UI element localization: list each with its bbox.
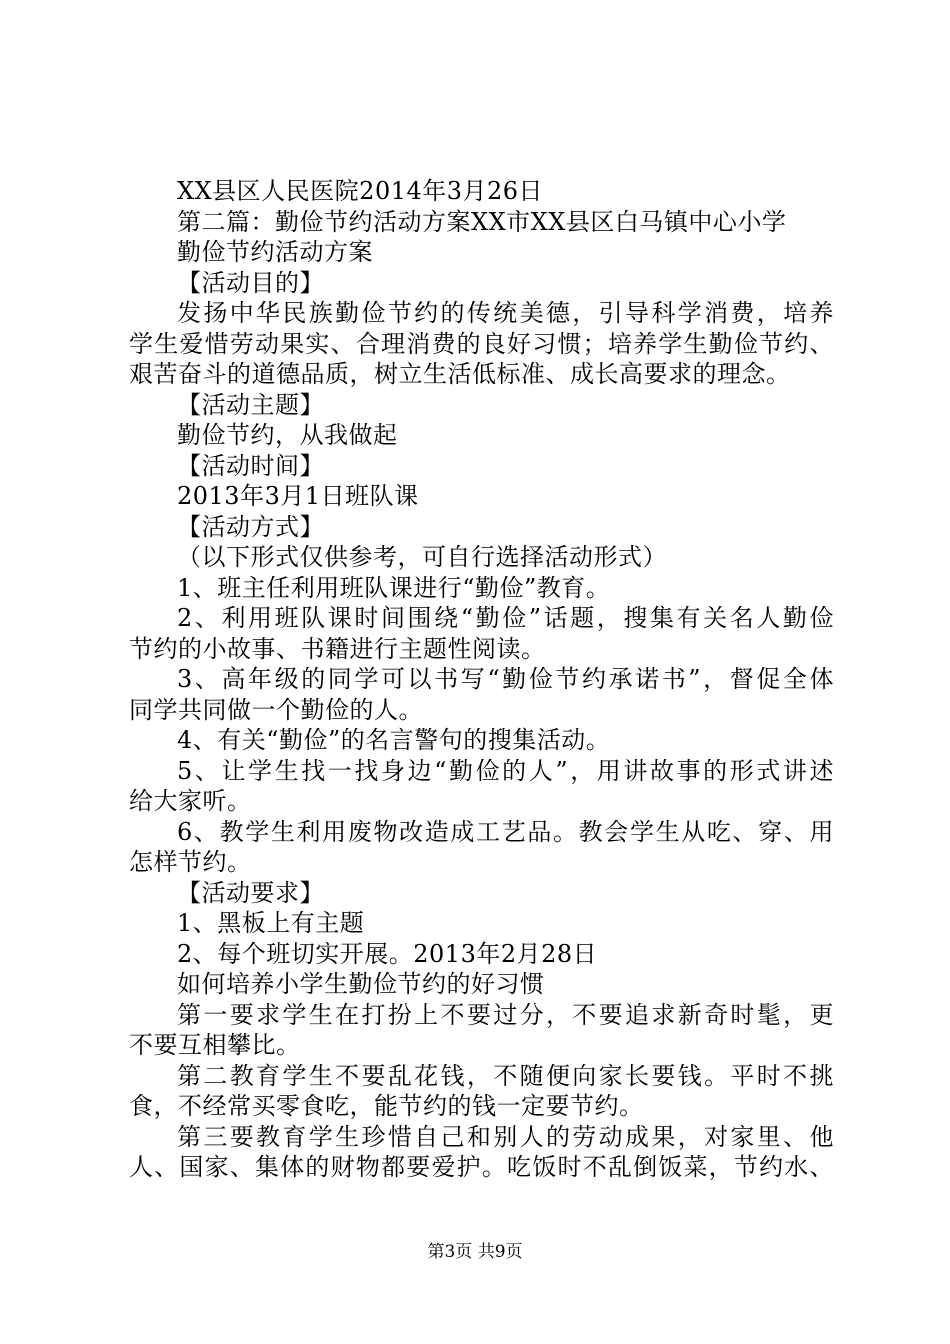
page-footer <box>0 1242 950 1262</box>
text-line: 1、班主任利用班队课进行“勤俭”教育。 <box>177 573 611 602</box>
text-line: 【活动主题】 <box>177 390 324 419</box>
text-line: 学生爱惜劳动果实、合理消费的良好习惯；培养学生勤俭节约、 <box>129 329 834 358</box>
text-line: 同学共同做一个勤俭的人。 <box>129 695 423 724</box>
text-line: 不要互相攀比。 <box>129 1031 301 1059</box>
page-number: 第3页 共9页 <box>427 1242 523 1262</box>
text-line: 勤俭节约，从我做起 <box>177 421 398 449</box>
text-line: 【活动目的】 <box>177 268 324 297</box>
text-line: XX县区人民医院2014年3月26日 <box>177 177 544 205</box>
text-line: 艰苦奋斗的道德品质，树立生活低标准、成长高要求的理念。 <box>129 360 791 388</box>
text-line: 4、有关“勤俭”的名言警句的搜集活动。 <box>177 726 611 754</box>
text-line: 【活动时间】 <box>177 451 324 480</box>
text-line: 第一要求学生在打扮上不要过分，不要追求新奇时髦，更 <box>177 1000 834 1029</box>
text-line: 发扬中华民族勤俭节约的传统美德，引导科学消费，培养 <box>177 299 834 327</box>
text-line: 第二篇：勤俭节约活动方案XX市XX县区白马镇中心小学 <box>177 207 787 236</box>
text-line: 勤俭节约活动方案 <box>177 238 373 266</box>
text-line: 【活动要求】 <box>177 878 324 907</box>
text-line: 节约的小故事、书籍进行主题性阅读。 <box>129 634 546 663</box>
text-line: 怎样节约。 <box>129 848 252 876</box>
text-line: 如何培养小学生勤俭节约的好习惯 <box>177 970 545 998</box>
document-body <box>129 176 834 1183</box>
text-line: 食，不经常买零食吃，能节约的钱一定要节约。 <box>129 1092 644 1120</box>
text-line: 6、教学生利用废物改造成工艺品。教会学生从吃、穿、用 <box>177 817 834 846</box>
text-line: 1、黑板上有主题 <box>177 909 365 937</box>
text-line: 第二教育学生不要乱花钱，不随便向家长要钱。平时不挑 <box>177 1061 834 1090</box>
text-line: 【活动方式】 <box>177 512 324 541</box>
text-line: 人、国家、集体的财物都要爱护。吃饭时不乱倒饭菜，节约水、 <box>129 1153 834 1181</box>
text-line: 2、每个班切实开展。2013年2月28日 <box>177 939 598 968</box>
text-line: 2013年3月1日班队课 <box>177 482 419 510</box>
text-line: 第三要教育学生珍惜自己和别人的劳动成果，对家里、他 <box>177 1122 834 1151</box>
text-line: （以下形式仅供参考，可自行选择活动形式） <box>177 543 667 571</box>
text-line: 3、高年级的同学可以书写“勤俭节约承诺书”，督促全体 <box>177 665 834 693</box>
text-line: 5、让学生找一找身边“勤俭的人”，用讲故事的形式讲述 <box>177 756 834 785</box>
text-line: 2、利用班队课时间围绕“勤俭”话题，搜集有关名人勤俭 <box>177 604 834 632</box>
text-line: 给大家听。 <box>129 787 252 815</box>
